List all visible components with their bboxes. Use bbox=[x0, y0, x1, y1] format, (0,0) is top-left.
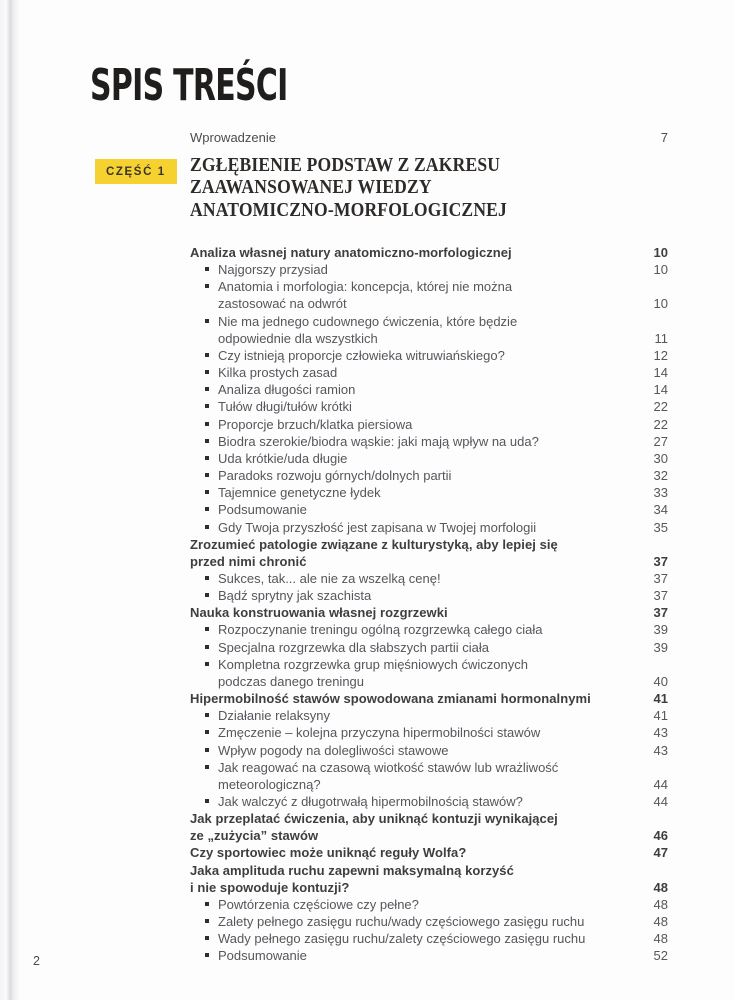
bullet-square-icon bbox=[205, 439, 209, 443]
bullet-square-icon bbox=[205, 267, 209, 271]
part-heading-line: ZGŁĘBIENIE PODSTAW Z ZAKRESU bbox=[190, 155, 501, 176]
bullet-square-icon bbox=[205, 730, 209, 734]
page-title: SPIS TREŚCI bbox=[90, 60, 288, 111]
toc-subentry-row bbox=[190, 398, 668, 415]
toc-entry-page-number: 48 bbox=[653, 914, 668, 930]
toc-entry-line: Podsumowanie bbox=[218, 502, 307, 518]
toc-entry-text bbox=[205, 278, 512, 312]
toc-entry-page-number: 37 bbox=[653, 570, 668, 586]
toc-entry-page-number: 40 bbox=[653, 673, 668, 689]
toc-entry-text bbox=[190, 244, 512, 261]
bullet-square-icon bbox=[205, 284, 209, 288]
toc-entry-text bbox=[205, 398, 352, 415]
toc-entry-page-number: 47 bbox=[653, 845, 668, 861]
toc-subentry-row bbox=[190, 381, 668, 398]
toc-entry-page-number: 22 bbox=[653, 399, 668, 415]
toc-subentry-row bbox=[190, 570, 668, 587]
intro-row bbox=[190, 129, 668, 146]
toc-subentry-row bbox=[190, 707, 668, 724]
bullet-square-icon bbox=[205, 387, 209, 391]
bullet-square-icon bbox=[205, 799, 209, 803]
toc-entry-text bbox=[205, 639, 489, 656]
toc-entry-page-number: 14 bbox=[653, 365, 668, 381]
toc-entry-page-number: 37 bbox=[653, 605, 668, 621]
toc-subentry-row bbox=[190, 587, 668, 604]
toc-entry-page-number: 39 bbox=[653, 639, 668, 655]
toc-entry-line: Nie ma jednego cudownego ćwiczenia, które będzie bbox=[218, 313, 518, 329]
toc-subentry-row bbox=[190, 261, 668, 278]
toc-subentry-row bbox=[190, 947, 668, 964]
toc-entry-page-number: 48 bbox=[653, 879, 668, 895]
toc-subentry-row bbox=[190, 278, 668, 312]
toc-entry-text bbox=[190, 690, 591, 707]
toc-entry-text bbox=[205, 930, 585, 947]
toc-entry-line: Najgorszy przysiad bbox=[218, 262, 328, 278]
bullet-square-icon bbox=[205, 936, 209, 940]
toc-entry-line: Kilka prostych zasad bbox=[218, 365, 338, 381]
toc-entry-line: Powtórzenia częściowe czy pełne? bbox=[218, 896, 419, 912]
toc-entry-page-number: 44 bbox=[653, 776, 668, 792]
toc-entry-line: Czy istnieją proporcje człowieka witruwiańskiego? bbox=[218, 347, 505, 363]
intro-page-number: 7 bbox=[660, 130, 668, 145]
toc-entry-text bbox=[190, 536, 558, 570]
toc-entry-line: Anatomia i morfologia: koncepcja, której nie można bbox=[218, 279, 513, 295]
toc-subentry-row bbox=[190, 313, 668, 347]
toc-entry-text bbox=[205, 656, 528, 690]
toc-entry-text bbox=[205, 416, 412, 433]
toc-entry-line: Jaka amplituda ruchu zapewni maksymalną korzyść bbox=[190, 862, 514, 878]
toc-entry-page-number: 14 bbox=[653, 382, 668, 398]
toc-entry-line: Paradoks rozwoju górnych/dolnych partii bbox=[218, 468, 452, 484]
toc-entry-line: Rozpoczynanie treningu ogólną rozgrzewką całego ciała bbox=[218, 622, 543, 638]
toc-entry-line: Zalety pełnego zasięgu ruchu/wady częściowego zasięgu ruchu bbox=[218, 914, 585, 930]
toc-entry-page-number: 43 bbox=[653, 725, 668, 741]
toc-entry-text bbox=[205, 484, 381, 501]
toc-entry-text bbox=[205, 519, 536, 536]
toc-entry-page-number: 37 bbox=[653, 553, 668, 569]
toc-entry-text bbox=[205, 347, 505, 364]
toc-subentry-row bbox=[190, 896, 668, 913]
toc-entry-line: Działanie relaksyny bbox=[218, 708, 330, 724]
part-heading-line: ZAAWANSOWANEJ WIEDZY bbox=[190, 177, 432, 199]
toc-subentry-row bbox=[190, 742, 668, 759]
toc-section-row bbox=[190, 604, 668, 621]
toc-entry-page-number: 10 bbox=[653, 296, 668, 312]
toc-entry-text bbox=[205, 570, 441, 587]
toc-subentry-row bbox=[190, 724, 668, 741]
toc-section-row bbox=[190, 690, 668, 707]
bullet-square-icon bbox=[205, 353, 209, 357]
bullet-square-icon bbox=[205, 576, 209, 580]
toc-subentry-row bbox=[190, 501, 668, 518]
intro-label: Wprowadzenie bbox=[190, 130, 276, 145]
toc-subentry-row bbox=[190, 759, 668, 793]
toc-entry-page-number: 41 bbox=[653, 691, 668, 707]
toc-entry-line: Uda krótkie/uda długie bbox=[218, 450, 348, 466]
part-badge: CZĘŚĆ 1 bbox=[95, 159, 177, 184]
toc-entry-page-number: 12 bbox=[653, 347, 668, 363]
toc-section-row bbox=[190, 536, 668, 570]
toc-entry-page-number: 32 bbox=[653, 468, 668, 484]
bullet-square-icon bbox=[205, 456, 209, 460]
toc-entry-line: Czy sportowiec może uniknąć reguły Wolfa? bbox=[190, 845, 467, 861]
toc-entry-line: Wpływ pogody na dolegliwości stawowe bbox=[218, 742, 449, 758]
toc-entry-page-number: 46 bbox=[653, 828, 668, 844]
toc-subentry-row bbox=[190, 913, 668, 930]
toc-entry-text bbox=[205, 913, 584, 930]
toc-entry-text bbox=[205, 433, 539, 450]
toc-entry-line: Gdy Twoja przyszłość jest zapisana w Twojej morfologii bbox=[218, 519, 537, 535]
bullet-square-icon bbox=[205, 525, 209, 529]
toc-subentry-row bbox=[190, 416, 668, 433]
toc-entry-line: Zmęczenie – kolejna przyczyna hipermobilności stawów bbox=[218, 725, 541, 741]
toc-entry-line: Zrozumieć patologie związane z kulturystyką, aby lepiej się bbox=[190, 536, 558, 552]
bullet-square-icon bbox=[205, 473, 209, 477]
toc-entry-text bbox=[205, 364, 337, 381]
toc-entry-line: Jak walczyć z długotrwałą hipermobilnością stawów? bbox=[218, 794, 523, 809]
toc-subentry-row bbox=[190, 656, 668, 690]
toc-entry-text bbox=[205, 621, 542, 638]
bullet-square-icon bbox=[205, 748, 209, 752]
toc-section-row bbox=[190, 810, 668, 844]
toc-entry-line: Tajemnice genetyczne łydek bbox=[218, 485, 381, 501]
toc-entry-line: Analiza własnej natury anatomiczno-morfologicznej bbox=[190, 245, 512, 260]
toc-entry-line: Bądź sprytny jak szachista bbox=[218, 588, 372, 604]
toc-entry-page-number: 11 bbox=[654, 330, 668, 346]
toc-entry-line: Jak reagować na czasową wiotkość stawów lub wrażliwość bbox=[218, 759, 559, 775]
toc-entry-line: Specjalna rozgrzewka dla słabszych partii ciała bbox=[218, 639, 489, 655]
toc-entry-text bbox=[190, 844, 466, 861]
toc-entry-page-number: 48 bbox=[653, 931, 668, 947]
toc-entry-text bbox=[205, 261, 328, 278]
toc-list bbox=[190, 244, 668, 965]
toc-entry-page-number: 33 bbox=[653, 485, 668, 501]
toc-subentry-row bbox=[190, 433, 668, 450]
toc-entry-text bbox=[205, 947, 307, 964]
toc-entry-line: Proporcje brzuch/klatka piersiowa bbox=[218, 416, 413, 432]
toc-entry-line: Kompletna rozgrzewka grup mięśniowych ćwiczonych bbox=[218, 656, 528, 672]
toc-entry-text bbox=[205, 467, 451, 484]
bullet-square-icon bbox=[205, 404, 209, 408]
toc-entry-page-number: 10 bbox=[653, 245, 668, 260]
bullet-square-icon bbox=[205, 713, 209, 717]
toc-entry-line: Podsumowanie bbox=[218, 948, 307, 964]
toc-entry-line: Wady pełnego zasięgu ruchu/zalety częściowego zasięgu ruchu bbox=[218, 931, 586, 947]
toc-entry-text bbox=[190, 604, 448, 621]
toc-subentry-row bbox=[190, 484, 668, 501]
bullet-square-icon bbox=[205, 490, 209, 494]
part-heading bbox=[190, 155, 507, 222]
toc-entry-page-number: 10 bbox=[653, 262, 668, 278]
toc-entry-text bbox=[205, 381, 355, 398]
bullet-square-icon bbox=[205, 319, 209, 323]
toc-entry-line: Biodra szerokie/biodra wąskie: jaki mają wpływ na uda? bbox=[218, 433, 539, 449]
toc-entry-line: odpowiednie dla wszystkich bbox=[218, 330, 378, 346]
toc-entry-line: i nie spowoduje kontuzji? bbox=[190, 879, 350, 895]
toc-section-row bbox=[190, 844, 668, 861]
toc-subentry-row bbox=[190, 639, 668, 656]
toc-entry-page-number: 44 bbox=[653, 794, 668, 809]
toc-entry-text bbox=[205, 759, 558, 793]
part-heading-line: ANATOMICZNO-MORFOLOGICZNEJ bbox=[190, 199, 508, 221]
bullet-square-icon bbox=[205, 662, 209, 666]
toc-entry-text bbox=[205, 793, 523, 810]
toc-entry-line: Hipermobilność stawów spowodowana zmianami hormonalnymi bbox=[190, 691, 591, 707]
toc-entry-text bbox=[190, 862, 514, 896]
bullet-square-icon bbox=[205, 507, 209, 511]
toc-entry-text bbox=[205, 587, 371, 604]
toc-entry-page-number: 34 bbox=[653, 502, 668, 518]
bullet-square-icon bbox=[205, 953, 209, 957]
toc-entry-page-number: 30 bbox=[653, 450, 668, 466]
toc-entry-page-number: 35 bbox=[653, 519, 668, 535]
toc-section-row bbox=[190, 862, 668, 896]
bullet-square-icon bbox=[205, 370, 209, 374]
toc-entry-page-number: 48 bbox=[653, 896, 668, 912]
toc-subentry-row bbox=[190, 364, 668, 381]
toc-subentry-row bbox=[190, 519, 668, 536]
toc-entry-text bbox=[205, 313, 517, 347]
toc-subentry-row bbox=[190, 450, 668, 467]
bullet-square-icon bbox=[205, 627, 209, 631]
toc-entry-page-number: 27 bbox=[653, 433, 668, 449]
toc-section-row bbox=[190, 244, 668, 261]
toc-entry-page-number: 37 bbox=[653, 588, 668, 604]
toc-entry-page-number: 41 bbox=[653, 708, 668, 724]
toc-entry-text bbox=[205, 501, 307, 518]
toc-entry-line: Sukces, tak... ale nie za wszelką cenę! bbox=[218, 570, 441, 586]
bullet-square-icon bbox=[205, 765, 209, 769]
toc-entry-line: meteorologiczną? bbox=[218, 776, 321, 792]
toc-subentry-row bbox=[190, 930, 668, 947]
toc-entry-text bbox=[205, 724, 540, 741]
toc-entry-line: ze „zużycia” stawów bbox=[190, 828, 319, 844]
toc-subentry-row bbox=[190, 467, 668, 484]
bullet-square-icon bbox=[205, 593, 209, 597]
toc-entry-line: Jak przeplatać ćwiczenia, aby uniknąć kontuzji wynikającej bbox=[190, 811, 558, 827]
bullet-square-icon bbox=[205, 645, 209, 649]
toc-entry-line: Analiza długości ramion bbox=[218, 382, 356, 398]
toc-subentry-row bbox=[190, 347, 668, 364]
toc-entry-text bbox=[190, 810, 558, 844]
toc-entry-text bbox=[205, 896, 419, 913]
toc-entry-text bbox=[205, 707, 330, 724]
toc-entry-page-number: 43 bbox=[653, 742, 668, 758]
toc-entry-text bbox=[205, 450, 347, 467]
toc-entry-text bbox=[205, 742, 449, 759]
toc-entry-line: podczas danego treningu bbox=[218, 673, 365, 689]
toc-entry-line: zastosować na odwrót bbox=[218, 296, 347, 312]
toc-entry-line: przed nimi chronić bbox=[190, 553, 307, 569]
toc-subentry-row bbox=[190, 793, 668, 810]
bullet-square-icon bbox=[205, 919, 209, 923]
toc-subentry-row bbox=[190, 621, 668, 638]
bullet-square-icon bbox=[205, 902, 209, 906]
toc-entry-line: Tułów długi/tułów krótki bbox=[218, 399, 352, 415]
folio-page-number: 2 bbox=[33, 954, 40, 968]
toc-entry-page-number: 22 bbox=[653, 416, 668, 432]
bullet-square-icon bbox=[205, 422, 209, 426]
page-scan-edge bbox=[0, 0, 20, 1000]
toc-entry-page-number: 39 bbox=[653, 622, 668, 638]
toc-entry-line: Nauka konstruowania własnej rozgrzewki bbox=[190, 605, 448, 621]
toc-entry-page-number: 52 bbox=[653, 948, 668, 964]
